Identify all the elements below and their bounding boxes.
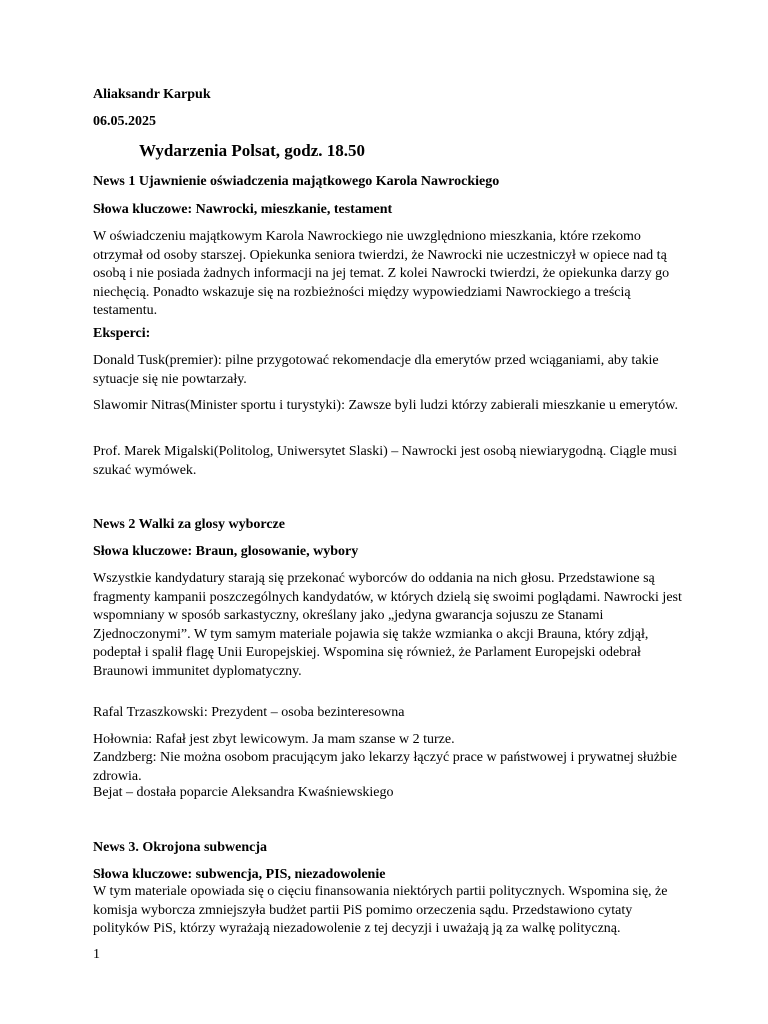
news3-heading: News 3. Okrojona subwencja [93,840,267,855]
news1-experts-label: Eksperci: [93,326,151,341]
news2-keywords: Słowa kluczowe: Braun, glosowanie, wybory [93,544,359,559]
news3-keywords: Słowa kluczowe: subwencja, PIS, niezadowolenie [93,867,386,882]
news2-quote-3: Zandzberg: Nie można osobom pracującym jako lekarzy łączyć prace w państwowej i prywatnej służbie zdrowia. [93,750,678,784]
news1-expert-1: Donald Tusk(premier): pilne przygotować rekomendacje dla emerytów przed wciąganiami, aby takie sytuacje się nie powtarzały. [93,353,659,387]
news1-expert-2: Slawomir Nitras(Minister sportu i turystyki): Zawsze byli ludzi którzy zabierali mieszkanie u emerytów. [93,398,678,413]
news2-body: Wszystkie kandydatury starają się przekonać wyborców do oddania na nich głosu. Przedstawione są fragmenty kampanii poszczególnych kandydatów, w których dzielą się swoimi poglądami. Nawrocki jest wspomniany w sposób sarkastyczny, określany jako „jedyna gwarancja sojuszu ze Stanami Zjednoczonymi”. W tym samym materiale pojawia się także wzmianka o akcji Brauna, który zdjął, podeptał i spalił flagę Unii Europejskiej. Wspomina się również, że Parlament Europejski odebrał Braunowi immunitet dyplomatyczny. [93,571,682,679]
news1-body: W oświadczeniu majątkowym Karola Nawrockiego nie uwzględniono mieszkania, które rzekomo otrzymał od osoby starszej. Opiekunka seniora twierdzi, że Nawrocki nie uczestniczył w opiece nad tą osobą i nie posiada żadnych informacji na jej temat. Z kolei Nawrocki twierdzi, że opiekunka darzy go niechęcią. Ponadto wskazuje się na rozbieżności między wypowiedziami Nawrockiego a treścią testamentu. [93,229,670,318]
news2-heading: News 2 Walki za glosy wyborcze [93,517,285,532]
page-number: 1 [93,947,100,962]
news1-expert-3: Prof. Marek Migalski(Politolog, Uniwersytet Slaski) – Nawrocki jest osobą niewiarygodną. Ciągle musi szukać wymówek. [93,444,678,478]
news1-keywords: Słowa kluczowe: Nawrocki, mieszkanie, testament [93,202,393,217]
author-name: Aliaksandr Karpuk [93,87,211,102]
document-date: 06.05.2025 [93,114,156,129]
news2-quote-4: Bejat – dostała poparcie Aleksandra Kwaśniewskiego [93,785,394,800]
news3-body: W tym materiale opowiada się o cięciu finansowania niektórych partii politycznych. Wspomina się, że komisja wyborcza zmniejszyła budżet partii PiS pomimo orzeczenia sądu. Przedstawiono cytaty polityków PiS, którzy wyrażają niezadowolenie z tej decyzji i uważają ją za walkę polityczną. [93,884,668,936]
news2-quote-2: Hołownia: Rafał jest zbyt lewicowym. Ja mam szanse w 2 turze. [93,732,455,747]
document-title: Wydarzenia Polsat, godz. 18.50 [139,141,366,160]
news2-quote-1: Rafal Trzaszkowski: Prezydent – osoba bezinteresowna [93,705,405,720]
news1-heading: News 1 Ujawnienie oświadczenia majątkowego Karola Nawrockiego [93,174,500,189]
